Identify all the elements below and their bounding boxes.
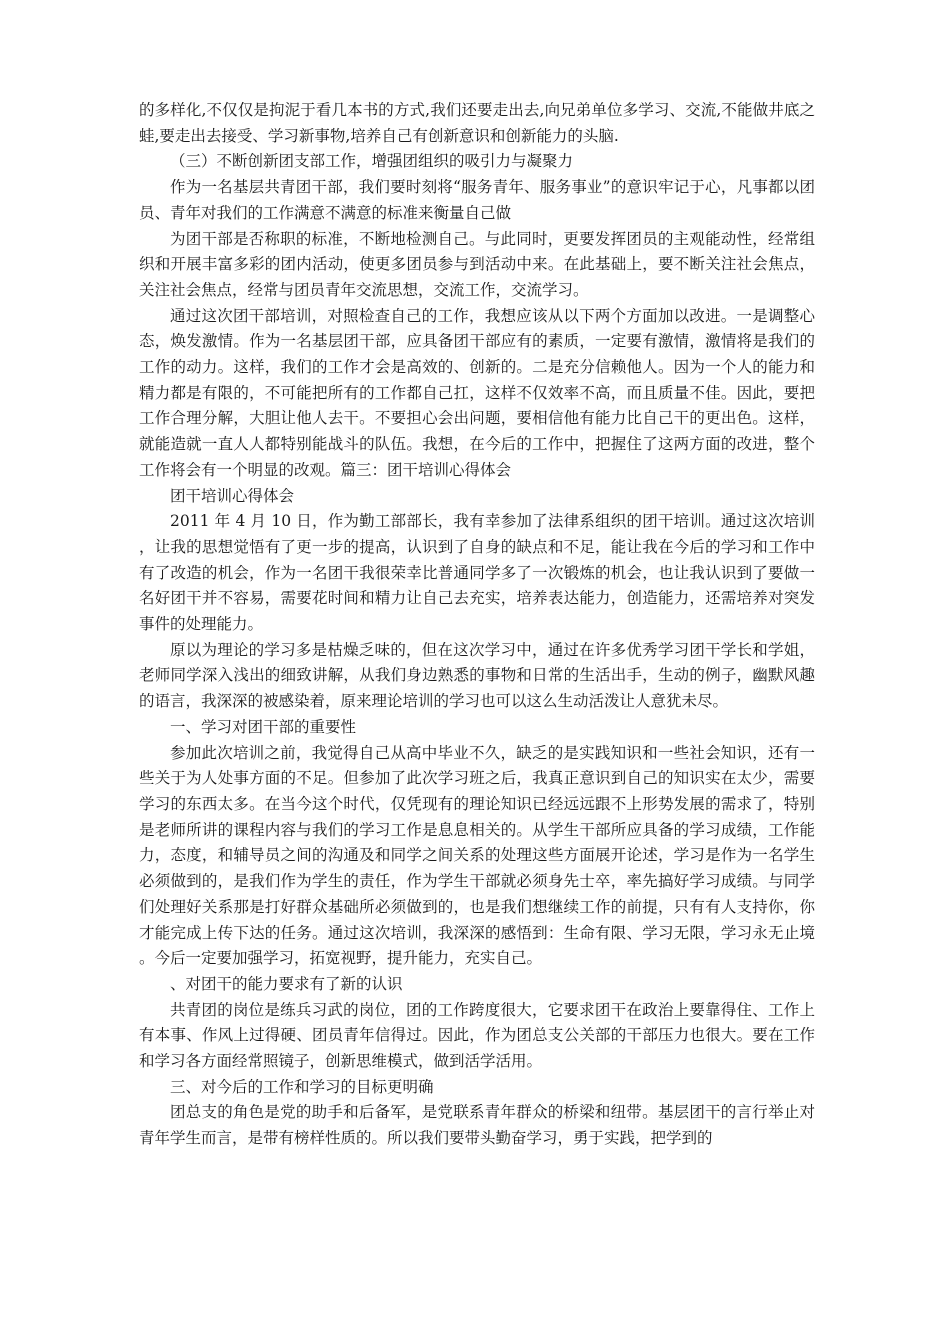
paragraph: 共青团的岗位是练兵习武的岗位，团的工作跨度很大，它要求团干在政治上要靠得住、工作上有本事、作风上过得硬、团员青年信得过。因此，作为团总支公关部的干部压力也很大。要在工作和学习各方面经常照镜子，创新思维模式，做到活学活用。 <box>139 1000 815 1071</box>
section-heading: （三）不断创新团支部工作，增强团组织的吸引力与凝聚力 <box>170 152 574 171</box>
paragraph: 2011 年 4 月 10 日，作为勤工部部长，我有幸参加了法律系组织的团干培训。通过这次培训，让我的思想觉悟有了更一步的提高，认识到了自身的缺点和不足，能让我在今后的学习和工作中有了改造的机会，作为一名团干我很荣幸比普通同学多了一次锻炼的机会，也让我认识到了要做一名好团干并不容易，需要花时间和精力让自己去充实，培养表达能力，创造能力，还需培养对突发事件的处理能力。 <box>139 512 815 634</box>
paragraph: 通过这次团干部培训，对照检查自己的工作，我想应该从以下两个方面加以改进。一是调整心态，焕发激情。作为一名基层团干部，应具备团干部应有的素质，一定要有激情，激情将是我们的工作的动力。这样，我们的工作才会是高效的、创新的。二是充分信赖他人。因为一个人的能力和精力都是有限的，不可能把所有的工作都自己扛，这样不仅效率不高，而且质量不佳。因此，要把工作合理分解，大胆让他人去干。不要担心会出问题，要相信他有能力比自己干的更出色。这样，就能造就一直人人都特别能战斗的队伍。我想，在今后的工作中，把握住了这两方面的改进，整个工作将会有一个明显的改观。篇三：团干培训心得体会 <box>139 306 815 479</box>
section-heading: 一、学习对团干部的重要性 <box>170 717 357 736</box>
section-heading: 、对团干的能力要求有了新的认识 <box>170 974 403 993</box>
paragraph: 为团干部是否称职的标准，不断地检测自己。与此同时，更要发挥团员的主观能动性，经常组织和开展丰富多彩的团内活动，使更多团员参与到活动中来。在此基础上，要不断关注社会焦点，关注社会焦点，经常与团员青年交流思想，交流工作，交流学习。 <box>139 229 815 299</box>
paragraph: 作为一名基层共青团干部，我们要时刻将“服务青年、服务事业”的意识牢记于心，凡事都以团员、青年对我们的工作满意不满意的标准来衡量自己做 <box>139 178 815 222</box>
section-title: 团干培训心得体会 <box>170 486 295 505</box>
paragraph: 参加此次培训之前，我觉得自己从高中毕业不久，缺乏的是实践知识和一些社会知识，还有一些关于为人处事方面的不足。但参加了此次学习班之后，我真正意识到自己的知识实在太少，需要学习的东西太多。在当今这个时代，仅凭现有的理论知识已经远远跟不上形势发展的需求了，特别是老师所讲的课程内容与我们的学习工作是息息相关的。从学生干部所应具备的学习成绩，工作能力，态度，和辅导员之间的沟通及和同学之间关系的处理这些方面展开论述，学习是作为一名学生必须做到的，是我们作为学生的责任，作为学生干部就必须身先士卒，率先搞好学习成绩。与同学们处理好关系那是打好群众基础所必须做到的，也是我们想继续工作的前提，只有有人支持你，你才能完成上传下达的任务。通过这次培训，我深深的感悟到：生命有限、学习无限，学习永无止境。今后一定要加强学习，拓宽视野，提升能力，充实自己。 <box>139 743 815 968</box>
paragraph-continuation: 的多样化,不仅仅是拘泥于看几本书的方式,我们还要走出去,向兄弟单位多学习、交流,不能做井底之蛙,要走出去接受、学习新事物,培养自己有创新意识和创新能力的头脑. <box>139 101 815 145</box>
paragraph: 团总支的角色是党的助手和后备军，是党联系青年群众的桥梁和纽带。基层团干的言行举止对青年学生而言，是带有榜样性质的。所以我们要带头勤奋学习，勇于实践，把学到的 <box>139 1103 815 1148</box>
section-heading: 三、对今后的工作和学习的目标更明确 <box>170 1077 434 1096</box>
paragraph: 原以为理论的学习多是枯燥乏味的，但在这次学习中，通过在许多优秀学习团干学长和学姐，老师同学深入浅出的细致讲解，从我们身边熟悉的事物和日常的生活出手，生动的例子，幽默风趣的语言，我深深的被感染着，原来理论培训的学习也可以这么生动活泼让人意犹未尽。 <box>139 640 815 711</box>
document-body <box>139 98 815 1152</box>
